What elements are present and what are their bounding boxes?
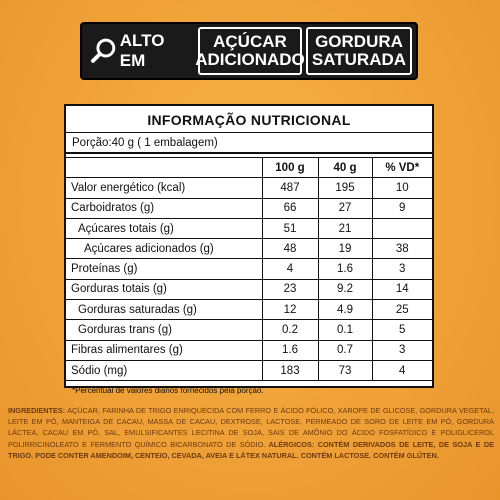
portion-size: Porção:40 g ( 1 embalagem) xyxy=(66,133,432,153)
table-row xyxy=(66,300,432,320)
row-label: Fibras alimentares (g) xyxy=(66,340,262,360)
row-value-100g: 12 xyxy=(262,300,318,320)
row-value-100g: 0.2 xyxy=(262,320,318,340)
header-100g: 100 g xyxy=(262,158,318,178)
row-value-vd: 3 xyxy=(372,340,432,360)
row-label: Gorduras trans (g) xyxy=(66,320,262,340)
header-vd: % VD* xyxy=(372,158,432,178)
table-row xyxy=(66,360,432,380)
row-label: Gorduras totais (g) xyxy=(66,279,262,299)
table-row xyxy=(66,218,432,238)
ingredients-label: INGREDIENTES: xyxy=(8,406,66,415)
added-sugar-line2: ADICIONADO xyxy=(195,50,305,69)
row-value-vd: 3 xyxy=(372,259,432,279)
row-label: Açúcares totais (g) xyxy=(66,218,262,238)
row-value-vd: 10 xyxy=(372,178,432,198)
row-value-vd: 25 xyxy=(372,300,432,320)
header-row xyxy=(66,158,432,178)
allergens-text: ALÉRGICOS: CONTÉM DERIVADOS DE LEITE, DE SOJA E DE TRIGO. PODE CONTER AMENDOIM, CENTEIO, CEVADA, AVEIA E LÁTEX NATURAL. CONTÉM LACTOSE. CONTÉM GLÚTEN. xyxy=(8,439,495,460)
row-value-100g: 4 xyxy=(262,259,318,279)
alto-em-text: ALTO EM xyxy=(119,31,165,70)
row-value-40g: 1.6 xyxy=(318,259,372,279)
row-value-vd: 38 xyxy=(372,239,432,259)
table-row xyxy=(66,178,432,198)
row-value-40g: 27 xyxy=(318,198,372,218)
daily-value-footnote: *Percentual de valores diários fornecidos pela porção. xyxy=(72,386,264,396)
row-label: Sódio (mg) xyxy=(66,360,262,380)
table-row xyxy=(66,259,432,279)
ingredients-text: AÇÚCAR, FARINHA DE TRIGO ENRIQUECIDA COM FERRO E ÁCIDO FÓLICO, XAROPE DE GLICOSE, GORDURA VEGETAL, LEITE EM PÓ, MANTEIGA DE CACAU, MASSA DE CACAU, DEXTROSE, LACTOSE, PERMEADO DE SORO DE LEITE EM PÓ, GORDURA LÁCTEA, CACAU EM PÓ, SAL, EMULSIFICANTES LECITINA DE SOJA, SAIS DE AMÔNIO DO ÁCIDO FOSFATÍDICO E POLIGLICEROL POLIRRICINOLEATO E FERMENTO QUÍMICO BICARBONATO DE SÓDIO. xyxy=(8,406,494,449)
table-row xyxy=(66,340,432,360)
table-row xyxy=(66,279,432,299)
saturated-fat-line1: GORDURA xyxy=(315,32,403,51)
row-label: Gorduras saturadas (g) xyxy=(66,300,262,320)
nutrition-facts-table xyxy=(64,104,434,396)
row-value-40g: 0.1 xyxy=(318,320,372,340)
alto-em-label xyxy=(86,28,194,74)
header-label xyxy=(66,158,262,178)
row-label: Carboidratos (g) xyxy=(66,198,262,218)
row-label: Valor energético (kcal) xyxy=(66,178,262,198)
table-row xyxy=(66,198,432,218)
row-value-vd: 5 xyxy=(372,320,432,340)
row-value-100g: 23 xyxy=(262,279,318,299)
high-content-warning xyxy=(80,22,418,80)
added-sugar-warning xyxy=(195,27,305,75)
table-row xyxy=(66,239,432,259)
row-value-100g: 51 xyxy=(262,218,318,238)
row-label: Açúcares adicionados (g) xyxy=(66,239,262,259)
row-value-40g: 9.2 xyxy=(318,279,372,299)
row-value-100g: 66 xyxy=(262,198,318,218)
row-value-100g: 48 xyxy=(262,239,318,259)
row-value-vd: 9 xyxy=(372,198,432,218)
row-value-100g: 487 xyxy=(262,178,318,198)
row-value-40g: 4.9 xyxy=(318,300,372,320)
header-40g: 40 g xyxy=(318,158,372,178)
row-value-40g: 73 xyxy=(318,360,372,380)
row-value-vd: 4 xyxy=(372,360,432,380)
table-row xyxy=(66,320,432,340)
saturated-fat-line2: SATURADA xyxy=(311,50,407,69)
row-value-40g: 21 xyxy=(318,218,372,238)
row-label: Proteínas (g) xyxy=(66,259,262,279)
row-value-40g: 0.7 xyxy=(318,340,372,360)
row-value-vd: 14 xyxy=(372,279,432,299)
row-value-40g: 19 xyxy=(318,239,372,259)
ingredients-list xyxy=(8,405,494,461)
added-sugar-line1: AÇÚCAR xyxy=(213,32,287,51)
nutrition-grid xyxy=(66,153,432,381)
row-value-vd xyxy=(372,218,432,238)
row-value-40g: 195 xyxy=(318,178,372,198)
saturated-fat-warning xyxy=(306,27,412,75)
magnifier-icon xyxy=(90,37,118,65)
nutrition-title: INFORMAÇÃO NUTRICIONAL xyxy=(66,106,432,133)
row-value-100g: 183 xyxy=(262,360,318,380)
row-value-100g: 1.6 xyxy=(262,340,318,360)
